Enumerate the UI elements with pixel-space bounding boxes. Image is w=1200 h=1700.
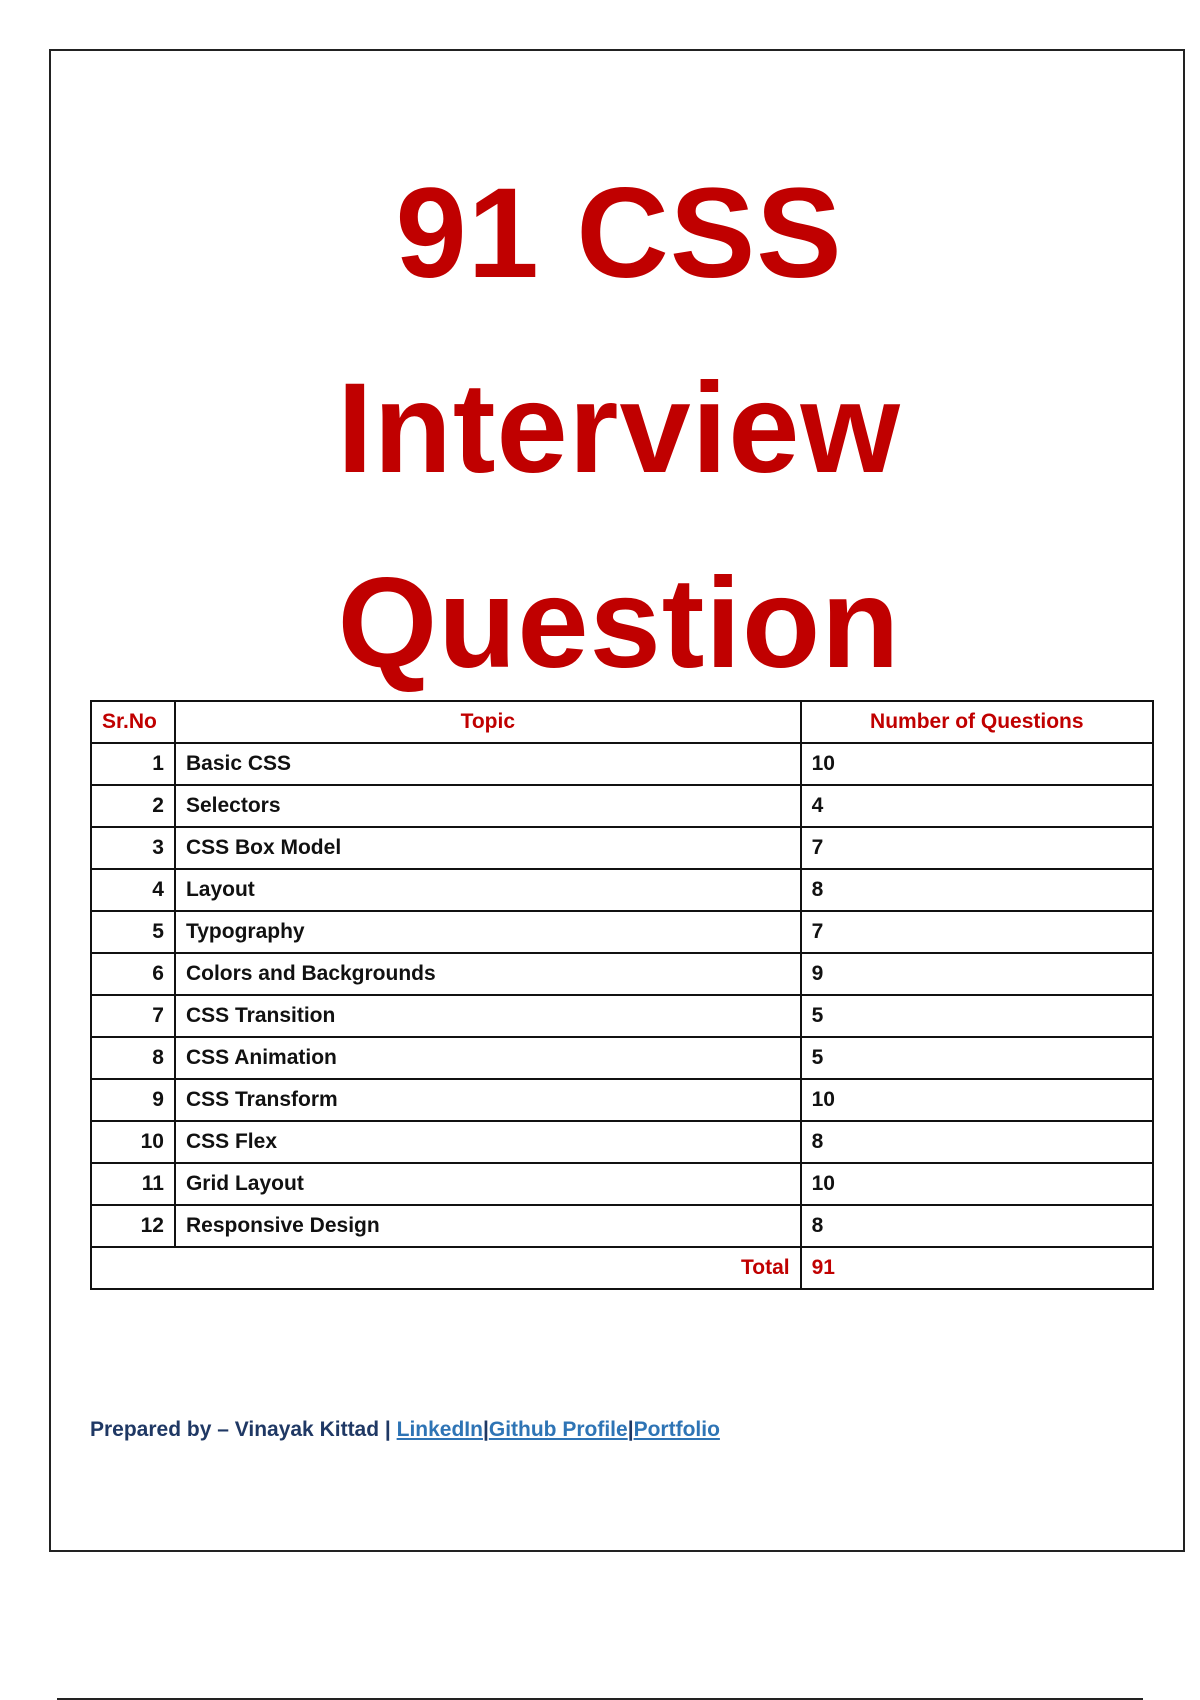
topics-table — [90, 700, 1154, 1290]
cell-sr: 6 — [91, 953, 175, 995]
cell-topic: Basic CSS — [175, 743, 801, 785]
cell-count: 7 — [801, 827, 1153, 869]
cell-count: 9 — [801, 953, 1153, 995]
cell-sr: 7 — [91, 995, 175, 1037]
total-label: Total — [91, 1247, 801, 1289]
prepared-by-footer — [90, 1418, 720, 1442]
cell-topic: CSS Flex — [175, 1121, 801, 1163]
cell-sr: 9 — [91, 1079, 175, 1121]
table-row — [91, 1037, 1153, 1079]
cell-count: 5 — [801, 1037, 1153, 1079]
cell-sr: 11 — [91, 1163, 175, 1205]
cell-count: 4 — [801, 785, 1153, 827]
cell-count: 8 — [801, 869, 1153, 911]
cell-count: 7 — [801, 911, 1153, 953]
header-number-of-questions: Number of Questions — [801, 701, 1153, 743]
cell-count: 10 — [801, 1079, 1153, 1121]
footer-separator: | — [482, 1418, 489, 1441]
table-row — [91, 869, 1153, 911]
cell-count: 10 — [801, 1163, 1153, 1205]
cell-count: 5 — [801, 995, 1153, 1037]
table-total-row — [91, 1247, 1153, 1289]
cell-count: 8 — [801, 1121, 1153, 1163]
cell-sr: 5 — [91, 911, 175, 953]
portfolio-link[interactable]: Portfolio — [633, 1418, 720, 1441]
cell-topic: Typography — [175, 911, 801, 953]
total-value: 91 — [801, 1247, 1153, 1289]
title-line-3: Question — [337, 552, 901, 695]
cell-topic: CSS Animation — [175, 1037, 801, 1079]
cell-sr: 12 — [91, 1205, 175, 1247]
cell-sr: 10 — [91, 1121, 175, 1163]
table-row — [91, 911, 1153, 953]
cell-topic: Colors and Backgrounds — [175, 953, 801, 995]
cell-topic: CSS Box Model — [175, 827, 801, 869]
table-row — [91, 743, 1153, 785]
cell-topic: CSS Transition — [175, 995, 801, 1037]
cell-sr: 3 — [91, 827, 175, 869]
cell-sr: 8 — [91, 1037, 175, 1079]
table-row — [91, 953, 1153, 995]
cell-sr: 4 — [91, 869, 175, 911]
page-frame — [49, 49, 1185, 1552]
github-profile-link[interactable]: Github Profile — [488, 1418, 628, 1441]
cell-topic: Grid Layout — [175, 1163, 801, 1205]
table-row — [91, 995, 1153, 1037]
table-row — [91, 785, 1153, 827]
title-line-1: 91 CSS — [395, 162, 843, 305]
table-header-row — [91, 701, 1153, 743]
cell-topic: Selectors — [175, 785, 801, 827]
cell-topic: CSS Transform — [175, 1079, 801, 1121]
cell-topic: Responsive Design — [175, 1205, 801, 1247]
cell-topic: Layout — [175, 869, 801, 911]
cell-count: 10 — [801, 743, 1153, 785]
table-row — [91, 827, 1153, 869]
table-row — [91, 1121, 1153, 1163]
document-title — [51, 136, 1187, 721]
footer-separator: | — [627, 1418, 634, 1441]
header-topic: Topic — [175, 701, 801, 743]
header-sr-no: Sr.No — [91, 701, 175, 743]
linkedin-link[interactable]: LinkedIn — [396, 1418, 483, 1441]
title-line-2: Interview — [337, 357, 901, 500]
table-row — [91, 1163, 1153, 1205]
cell-sr: 1 — [91, 743, 175, 785]
prepared-by-text: Prepared by – Vinayak Kittad | — [90, 1418, 391, 1441]
table-row — [91, 1079, 1153, 1121]
table-row — [91, 1205, 1153, 1247]
cell-sr: 2 — [91, 785, 175, 827]
cell-count: 8 — [801, 1205, 1153, 1247]
